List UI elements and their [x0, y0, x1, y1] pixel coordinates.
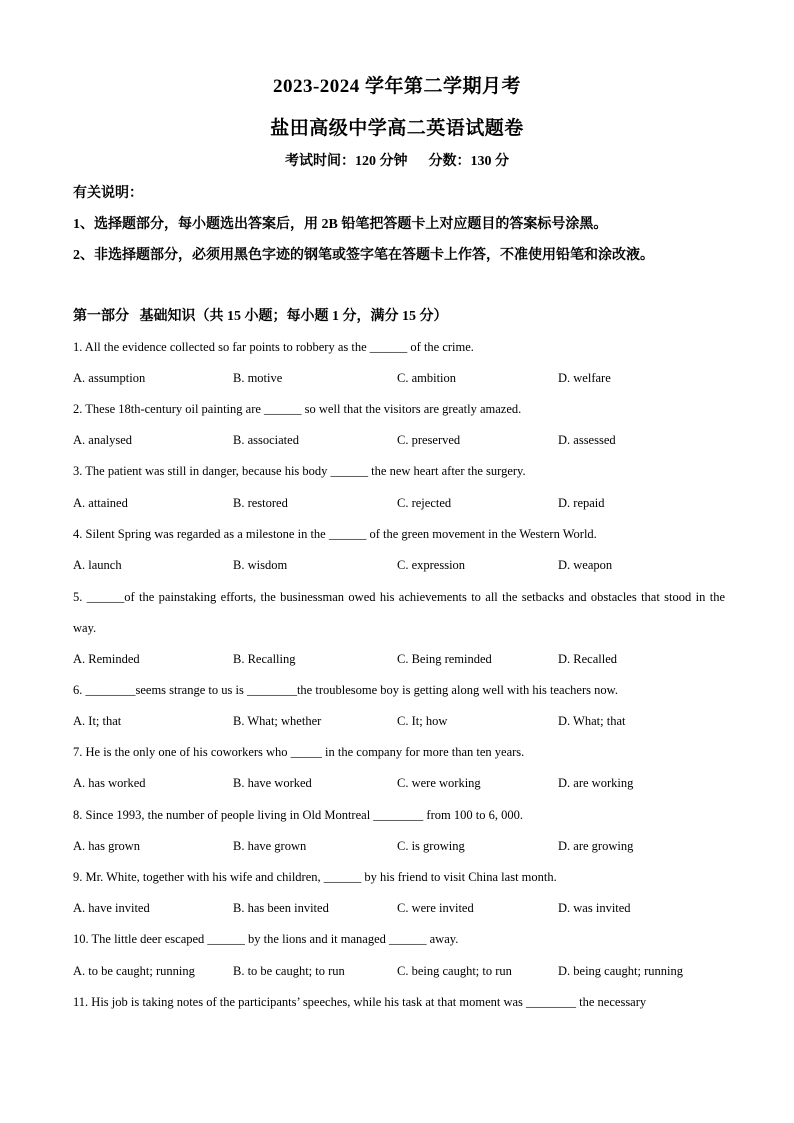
q9-option-c: C. were invited: [397, 901, 474, 915]
question-9: 9. Mr. White, together with his wife and children, ______ by his friend to visit China last month.: [73, 870, 557, 884]
q2-option-b: B. associated: [233, 433, 299, 447]
q2-option-a: A. analysed: [73, 433, 133, 447]
q3-option-d: D. repaid: [558, 496, 605, 510]
q9-option-b: B. has been invited: [233, 901, 329, 915]
question-7: 7. He is the only one of his coworkers who _____ in the company for more than ten years.: [73, 745, 525, 759]
q9-option-d: D. was invited: [558, 901, 631, 915]
q3-option-c: C. rejected: [397, 496, 452, 510]
q7-option-d: D. are working: [558, 776, 634, 790]
question-8: 8. Since 1993, the number of people living in Old Montreal ________ from 100 to 6, 000.: [73, 808, 523, 822]
q10-option-d: D. being caught; running: [558, 964, 683, 978]
question-1: 1. All the evidence collected so far points to robbery as the ______ of the crime.: [73, 340, 474, 354]
notes-heading: 有关说明：: [73, 186, 143, 201]
question-5: 5. ______of the painstaking efforts, the businessman owed his achievements to all the setbacks and obstacles that stood in the way.: [73, 590, 725, 635]
exam-title-school: 盐田高级中学高二英语试题卷: [270, 118, 524, 139]
q4-option-b: B. wisdom: [233, 558, 288, 572]
section-title: 第一部分 基础知识（共 15 小题；每小题 1 分，满分 15 分）: [73, 309, 448, 324]
q4-option-a: A. launch: [73, 558, 122, 572]
question-4: 4. Silent Spring was regarded as a milestone in the ______ of the green movement in the Western World.: [73, 527, 597, 541]
question-3: 3. The patient was still in danger, because his body ______ the new heart after the surgery.: [73, 464, 526, 478]
notes-item-2: 2、非选择题部分，必须用黑色字迹的钢笔或签字笔在答题卡上作答，不准使用铅笔和涂改液。: [73, 248, 654, 263]
q6-option-c: C. It; how: [397, 714, 448, 728]
q7-option-b: B. have worked: [233, 776, 312, 790]
q10-option-a: A. to be caught; running: [73, 964, 195, 978]
question-11: 11. His job is taking notes of the participants’ speeches, while his task at that moment was ________ the necessary: [73, 995, 647, 1009]
q10-option-c: C. being caught; to run: [397, 964, 512, 978]
q5-option-c: C. Being reminded: [397, 652, 492, 666]
q8-option-d: D. are growing: [558, 839, 634, 853]
question-6: 6. ________seems strange to us is ________the troublesome boy is getting along well with his teachers now.: [73, 683, 618, 697]
q10-option-b: B. to be caught; to run: [233, 964, 345, 978]
q8-option-b: B. have grown: [233, 839, 307, 853]
q1-option-d: D. welfare: [558, 371, 611, 385]
q6-option-b: B. What; whether: [233, 714, 322, 728]
q6-option-d: D. What; that: [558, 714, 626, 728]
q9-option-a: A. have invited: [73, 901, 150, 915]
q3-option-a: A. attained: [73, 496, 128, 510]
q5-option-b: B. Recalling: [233, 652, 296, 666]
notes-item-1: 1、选择题部分，每小题选出答案后，用 2B 铅笔把答题卡上对应题目的答案标号涂黑。: [73, 217, 608, 232]
q4-option-d: D. weapon: [558, 558, 613, 572]
exam-title-year: 2023-2024 学年第二学期月考: [272, 76, 522, 97]
question-10: 10. The little deer escaped ______ by the lions and it managed ______ away.: [73, 932, 459, 946]
q3-option-b: B. restored: [233, 496, 288, 510]
q8-option-c: C. is growing: [397, 839, 465, 853]
q8-option-a: A. has grown: [73, 839, 141, 853]
q1-option-c: C. ambition: [397, 371, 457, 385]
question-2: 2. These 18th-century oil painting are ______ so well that the visitors are greatly amazed.: [73, 402, 522, 416]
q1-option-b: B. motive: [233, 371, 283, 385]
q7-option-a: A. has worked: [73, 776, 146, 790]
q5-option-d: D. Recalled: [558, 652, 618, 666]
q2-option-d: D. assessed: [558, 433, 616, 447]
q7-option-c: C. were working: [397, 776, 481, 790]
q1-option-a: A. assumption: [73, 371, 146, 385]
q6-option-a: A. It; that: [73, 714, 122, 728]
q5-option-a: A. Reminded: [73, 652, 140, 666]
q4-option-c: C. expression: [397, 558, 466, 572]
exam-info: 考试时间：120 分钟 分数：130 分: [285, 154, 509, 169]
q2-option-c: C. preserved: [397, 433, 461, 447]
